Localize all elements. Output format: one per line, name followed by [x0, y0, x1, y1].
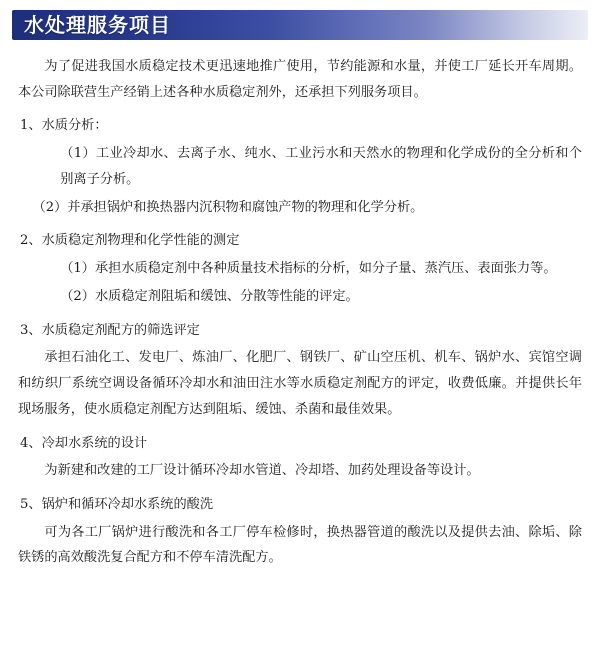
section-heading-2	[18, 228, 582, 254]
section-number-3: 3、	[20, 322, 42, 338]
document-body	[0, 40, 600, 571]
section-title-2: 水质稳定剂物理和化学性能的测定	[41, 233, 240, 249]
section-heading-4	[18, 431, 582, 457]
intro-paragraph: 为了促进我国水质稳定技术更迅速地推广使用，节约能源和水量，并使工厂延长开车周期。本公司除联营生产经销上述各种水质稳定剂外，还承担下列服务项目。	[18, 59, 582, 100]
page-title: 水处理服务项目	[24, 13, 171, 37]
section-heading-1	[18, 113, 582, 139]
section-number-2: 2、	[20, 233, 42, 249]
section-heading-3	[18, 318, 582, 344]
section-1-item-2: （2）并承担锅炉和换热器内沉积物和腐蚀产物的物理和化学分析。	[32, 199, 424, 215]
section-number-4: 4、	[20, 435, 42, 451]
section-title-3: 水质稳定剂配方的筛选评定	[41, 322, 200, 338]
section-5-item-1: 可为各工厂锅炉进行酸洗和各工厂停车检修时，换热器管道的酸洗以及提供去油、除垢、除铁锈的高效酸洗复合配方和不停车清洗配方。	[18, 524, 582, 566]
section-1-item-1: （1）工业冷却水、去离子水、纯水、工业污水和天然水的物理和化学成份的全分析和个别离子分析。	[60, 146, 582, 187]
section-number-5: 5、	[20, 497, 42, 513]
section-heading-5	[18, 492, 582, 518]
section-2-item-1: （1）承担水质稳定剂中各种质量技术指标的分析，如分子量、蒸汽压、表面张力等。	[60, 261, 557, 277]
section-title-5: 锅炉和循环冷却水系统的酸洗	[41, 497, 214, 513]
title-banner	[12, 10, 588, 40]
section-3-item-1: 承担石油化工、发电厂、炼油厂、化肥厂、钢铁厂、矿山空压机、机车、锅炉水、宾馆空调和纺织厂系统空调设备循环冷却水和油田注水等水质稳定剂配方的评定，收费低廉。并提供长年现场服务，使水质稳定剂配方达到阻垢、缓蚀、杀菌和最佳效果。	[18, 350, 582, 417]
section-number-1: 1、	[20, 118, 42, 134]
section-4-item-1: 为新建和改建的工厂设计循环冷却水管道、冷却塔、加药处理设备等设计。	[44, 463, 480, 479]
document-page	[0, 10, 600, 661]
section-title-4: 冷却水系统的设计	[41, 435, 148, 451]
section-2-item-2: （2）水质稳定剂阻垢和缓蚀、分散等性能的评定。	[60, 288, 359, 304]
section-title-1: 水质分析：	[41, 118, 108, 134]
